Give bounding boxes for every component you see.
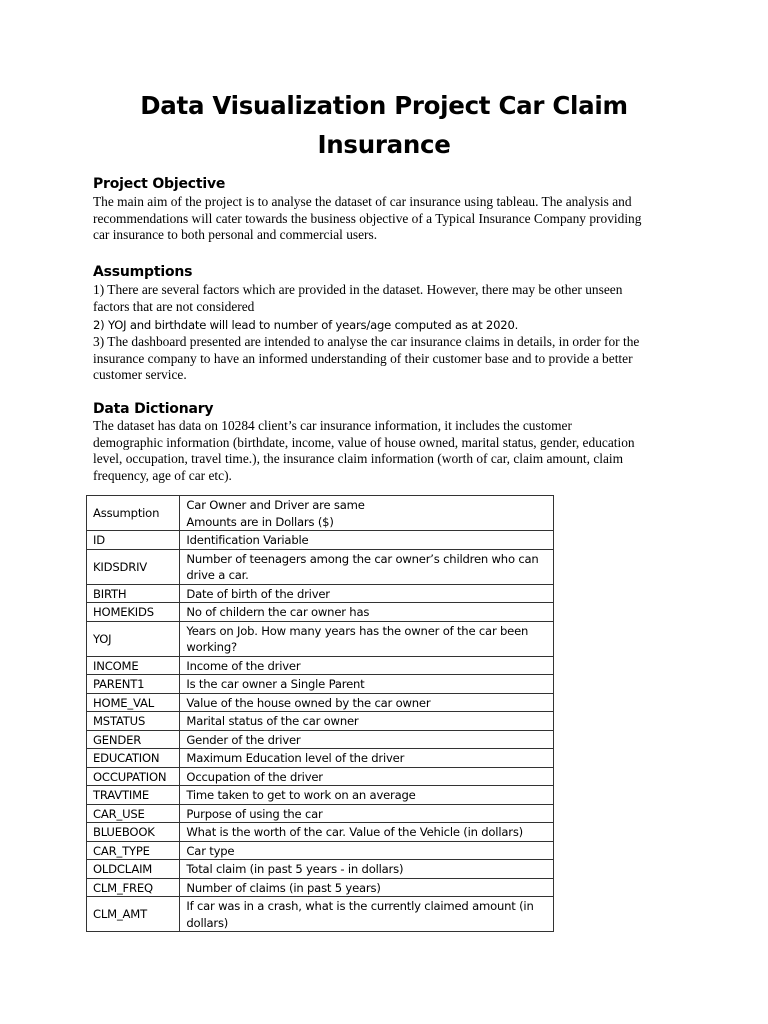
field-name-cell: HOMEKIDS: [87, 603, 180, 622]
field-name-cell: TRAVTIME: [87, 786, 180, 805]
text-line: level, occupation, travel time.), the insurance claim information (worth of car, claim amount, claim: [93, 451, 624, 466]
description-line: Car type: [186, 843, 235, 858]
field-description-cell: [180, 549, 554, 584]
field-name-cell: PARENT1: [87, 675, 180, 694]
field-name-cell: CAR_USE: [87, 804, 180, 823]
text-line: 3) The dashboard presented are intended to analyse the car insurance claims in details, in order for the: [93, 334, 640, 349]
description-line: drive a car.: [186, 568, 249, 582]
description-line: Income of the driver: [186, 658, 301, 673]
table-row: [87, 531, 554, 550]
description-line: Time taken to get to work on an average: [186, 788, 416, 802]
field-name-cell: Assumption: [87, 496, 180, 531]
text-line: 1) There are several factors which are provided in the dataset. However, there may be other unseen: [93, 282, 623, 297]
field-description-cell: [180, 749, 554, 768]
field-description-cell: [180, 860, 554, 879]
table-row: [87, 712, 554, 731]
field-name-cell: MSTATUS: [87, 712, 180, 731]
field-description-cell: [180, 878, 554, 897]
data-dictionary-table: [86, 495, 554, 932]
description-line: If car was in a crash, what is the currently claimed amount (in: [186, 899, 534, 913]
description-line: Number of teenagers among the car owner’s children who can: [186, 551, 539, 566]
field-name-cell: INCOME: [87, 656, 180, 675]
text-line: The dataset has data on 10284 client’s car insurance information, it includes the customer: [93, 418, 572, 433]
field-name-cell: GENDER: [87, 730, 180, 749]
table-row: [87, 786, 554, 805]
field-description-cell: [180, 712, 554, 731]
description-line: Gender of the driver: [186, 732, 301, 747]
field-description-cell: [180, 496, 554, 531]
field-name-cell: CAR_TYPE: [87, 841, 180, 860]
table-row: [87, 621, 554, 656]
table-row: [87, 897, 554, 932]
field-description-cell: [180, 621, 554, 656]
field-description-cell: [180, 603, 554, 622]
field-description-cell: [180, 693, 554, 712]
section-heading-objective: Project Objective: [93, 176, 226, 192]
field-description-cell: [180, 897, 554, 932]
description-line: Number of claims (in past 5 years): [186, 880, 381, 895]
field-name-cell: BIRTH: [87, 584, 180, 603]
text-line: insurance company to have an informed understanding of their customer base and to provide a better: [93, 350, 633, 366]
table-row: [87, 496, 554, 531]
table-row: [87, 749, 554, 768]
field-name-cell: KIDSDRIV: [87, 549, 180, 584]
description-line: working?: [186, 640, 237, 654]
text-line: The main aim of the project is to analyse the dataset of car insurance using tableau. The analysis and: [93, 194, 632, 209]
description-line: Value of the house owned by the car owner: [186, 695, 431, 710]
table-row: [87, 656, 554, 675]
objective-paragraph: [93, 194, 683, 244]
description-line: Purpose of using the car: [186, 806, 323, 821]
field-name-cell: CLM_FREQ: [87, 878, 180, 897]
field-description-cell: [180, 584, 554, 603]
table-row: [87, 693, 554, 712]
field-description-cell: [180, 730, 554, 749]
section-heading-data-dictionary: Data Dictionary: [93, 401, 214, 417]
field-name-cell: BLUEBOOK: [87, 823, 180, 842]
title-line: Insurance: [317, 130, 451, 159]
table-row: [87, 878, 554, 897]
field-description-cell: [180, 786, 554, 805]
document-title: [93, 86, 675, 164]
description-line: Identification Variable: [186, 533, 309, 547]
description-line: Date of birth of the driver: [186, 586, 330, 601]
table-row: [87, 823, 554, 842]
table-row: [87, 804, 554, 823]
assumption-item-1: [93, 282, 683, 315]
description-line: No of childern the car owner has: [186, 605, 370, 619]
description-line: Years on Job. How many years has the owner of the car been: [186, 623, 529, 638]
field-name-cell: HOME_VAL: [87, 693, 180, 712]
description-line: Amounts are in Dollars ($): [186, 514, 334, 529]
field-name-cell: ID: [87, 531, 180, 550]
field-name-cell: CLM_AMT: [87, 897, 180, 932]
description-line: Is the car owner a Single Parent: [186, 677, 365, 691]
text-line: factors that are not considered: [93, 298, 255, 314]
table-row: [87, 860, 554, 879]
text-line: frequency, age of car etc).: [93, 467, 232, 483]
table-row: [87, 841, 554, 860]
table-row: [87, 584, 554, 603]
text-line: car insurance to both personal and commercial users.: [93, 227, 378, 242]
field-description-cell: [180, 823, 554, 842]
assumption-item-2: 2) YOJ and birthdate will lead to number of years/age computed as at 2020.: [93, 318, 519, 332]
description-line: Car Owner and Driver are same: [186, 498, 365, 512]
description-line: Marital status of the car owner: [186, 714, 359, 728]
table-row: [87, 603, 554, 622]
text-line: customer service.: [93, 367, 187, 382]
description-line: Maximum Education level of the driver: [186, 751, 405, 765]
field-name-cell: YOJ: [87, 621, 180, 656]
field-description-cell: [180, 804, 554, 823]
description-line: Total claim (in past 5 years - in dollars): [186, 862, 404, 876]
field-name-cell: EDUCATION: [87, 749, 180, 768]
table-row: [87, 675, 554, 694]
description-line: dollars): [186, 915, 229, 930]
table-row: [87, 767, 554, 786]
field-description-cell: [180, 531, 554, 550]
field-description-cell: [180, 656, 554, 675]
field-name-cell: OCCUPATION: [87, 767, 180, 786]
table-row: [87, 549, 554, 584]
field-description-cell: [180, 767, 554, 786]
assumption-item-3: [93, 334, 683, 384]
description-line: What is the worth of the car. Value of the Vehicle (in dollars): [186, 825, 523, 839]
field-name-cell: OLDCLAIM: [87, 860, 180, 879]
table-row: [87, 730, 554, 749]
text-line: recommendations will cater towards the business objective of a Typical Insurance Company providing: [93, 210, 642, 226]
text-line: demographic information (birthdate, income, value of house owned, marital status, gender, education: [93, 434, 635, 450]
section-heading-assumptions: Assumptions: [93, 264, 193, 280]
field-description-cell: [180, 675, 554, 694]
field-description-cell: [180, 841, 554, 860]
dictionary-paragraph: [93, 418, 683, 484]
title-line: Data Visualization Project Car Claim: [140, 91, 628, 120]
description-line: Occupation of the driver: [186, 769, 323, 784]
